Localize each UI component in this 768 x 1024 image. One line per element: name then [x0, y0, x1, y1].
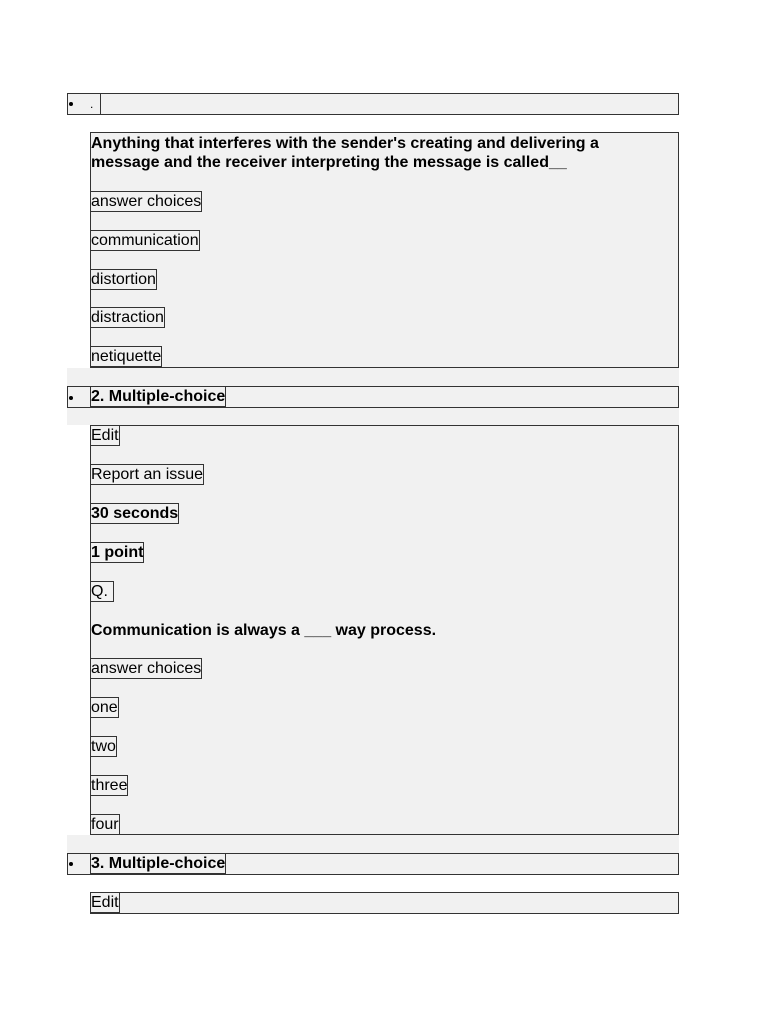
choice-one[interactable]: one: [91, 699, 118, 716]
question-label: Q.: [90, 581, 114, 602]
answer-choices-label: answer choices: [91, 660, 202, 677]
item1-question-text: Anything that interferes with the sender's creating and delivering a message and the receiver interpreting the message is called__: [91, 135, 599, 171]
answer-choices-label: answer choices: [91, 193, 202, 210]
choice-two[interactable]: two: [91, 738, 116, 755]
item1-header-cell: [67, 93, 101, 115]
item2-gap-band: [67, 408, 679, 425]
item2-question-text: Communication is always a ___ way process.: [91, 622, 437, 639]
choice-four[interactable]: four: [91, 816, 119, 833]
item1-bottom-band: [67, 368, 679, 386]
item3-edit-bar: [90, 892, 679, 914]
report-issue-button[interactable]: Report an issue: [91, 466, 204, 483]
bullet-icon: [69, 862, 73, 866]
item2-bottom-band: [67, 835, 679, 853]
time-badge: 30 seconds: [91, 505, 179, 522]
item2-header: 2. Multiple-choice: [91, 388, 226, 405]
edit-button[interactable]: Edit: [91, 894, 119, 911]
choice-communication[interactable]: communication: [91, 232, 199, 249]
choice-netiquette[interactable]: netiquette: [91, 348, 162, 365]
item1-header-bar: [67, 93, 679, 115]
edit-button[interactable]: Edit: [91, 427, 119, 444]
choice-three[interactable]: three: [91, 777, 128, 794]
choice-distortion[interactable]: distortion: [91, 271, 156, 288]
points-badge: 1 point: [91, 544, 144, 561]
item3-header: 3. Multiple-choice: [91, 855, 226, 872]
item1-bullet-label: .: [90, 97, 94, 111]
bullet-icon: [69, 396, 73, 400]
choice-distraction[interactable]: distraction: [91, 309, 164, 326]
